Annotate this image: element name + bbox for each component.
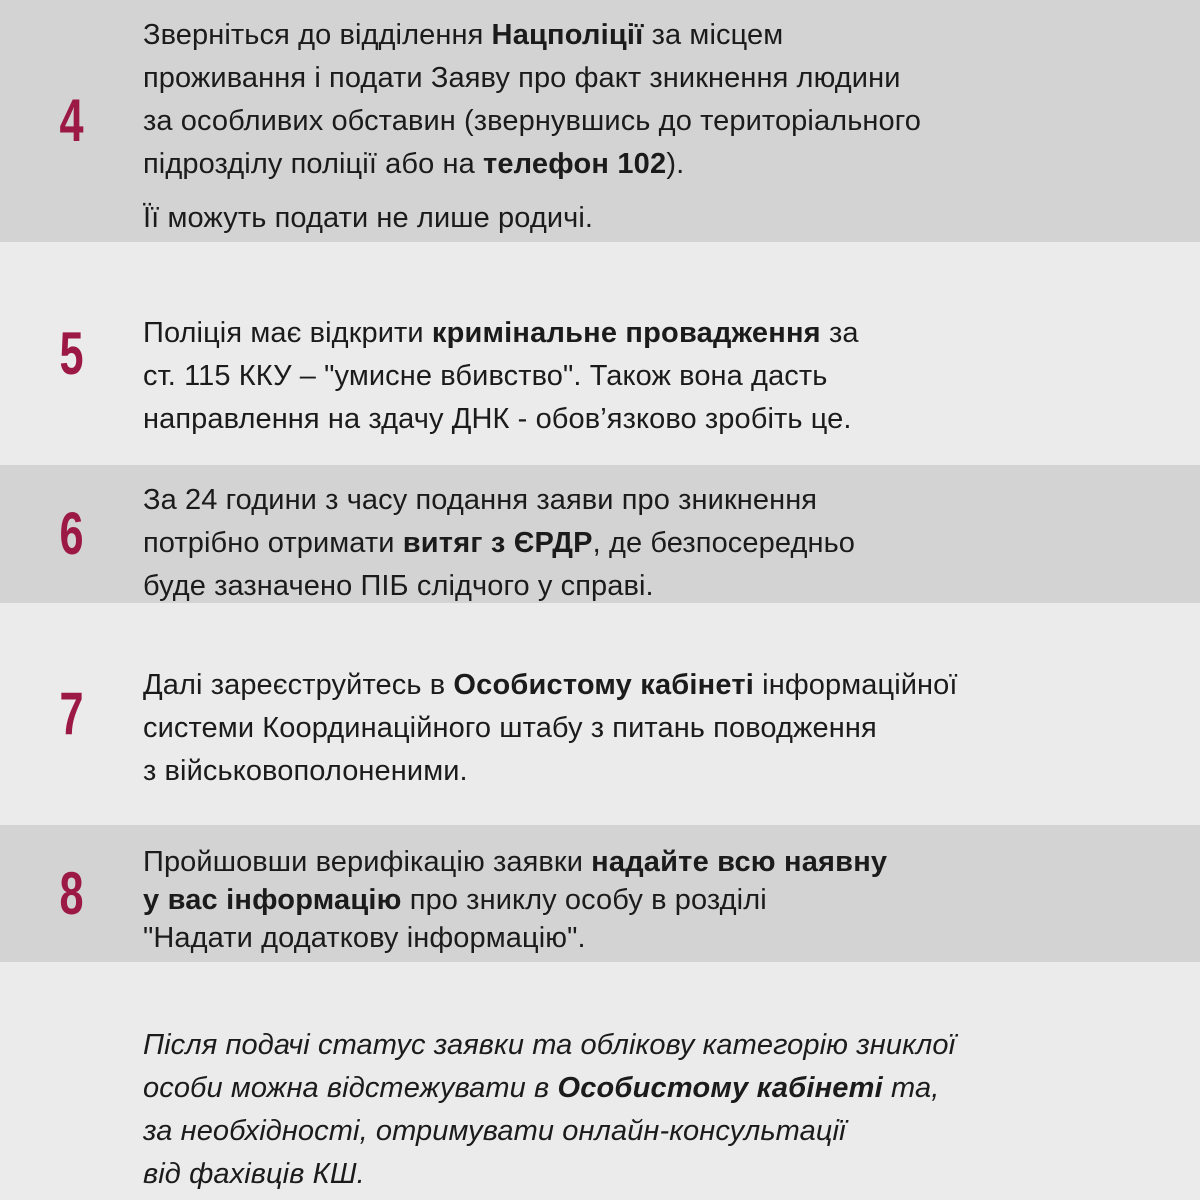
text-line: потрібно отримати витяг з ЄРДР, де безпосередньо — [143, 527, 856, 559]
step-7-number-column — [0, 603, 143, 825]
text-line: особи можна відстежувати в Особистому кабінеті та, — [143, 1072, 940, 1104]
text-line: буде зазначено ПІБ слідчого у справі. — [143, 570, 654, 602]
text-line: підрозділу поліції або на телефон 102). — [143, 148, 685, 180]
paragraph — [143, 664, 1170, 793]
paragraph — [143, 479, 1170, 608]
text-line: у вас інформацію про зниклу особу в розділі — [143, 884, 767, 916]
step-5-text — [143, 242, 1200, 465]
text-line: за особливих обставин (звернувшись до територіального — [143, 105, 922, 137]
text-line: Пройшовши верифікацію заявки надайте всю наявну — [143, 846, 888, 878]
text-line: системи Координаційного штабу з питань поводження — [143, 712, 877, 744]
step-number: 7 — [59, 680, 84, 747]
text-line: Поліція має відкрити кримінальне провадження за — [143, 317, 859, 349]
text-line: від фахівців КШ. — [143, 1158, 365, 1190]
text-line: "Надати додаткову інформацію". — [143, 922, 586, 954]
text-line: ст. 115 ККУ – "умисне вбивство". Також вона дасть — [143, 360, 828, 392]
step-4-number-column — [0, 0, 143, 242]
paragraph — [143, 1024, 1170, 1196]
step-8-text — [143, 825, 1200, 962]
step-number: 4 — [59, 87, 84, 154]
footer-note-text — [143, 962, 1200, 1200]
text-line: Після подачі статус заявки та облікову категорію зниклої — [143, 1029, 956, 1061]
text-line: За 24 години з часу подання заяви про зникнення — [143, 484, 818, 516]
step-4-section — [0, 0, 1200, 242]
step-5-number-column — [0, 242, 143, 465]
paragraph — [143, 843, 1170, 957]
text-line: направлення на здачу ДНК - обов’язково зробіть це. — [143, 403, 852, 435]
paragraph — [143, 312, 1170, 441]
text-line: за необхідності, отримувати онлайн-консультації — [143, 1115, 846, 1147]
paragraph — [143, 197, 1170, 240]
step-6-section — [0, 465, 1200, 603]
text-line: Зверніться до відділення Нацполіції за місцем — [143, 19, 784, 51]
footer-number-column — [0, 962, 143, 1200]
step-4-text — [143, 0, 1200, 242]
step-5-section — [0, 242, 1200, 465]
step-number: 6 — [59, 500, 84, 567]
step-8-number-column — [0, 825, 143, 962]
step-7-text — [143, 603, 1200, 825]
paragraph — [143, 14, 1170, 186]
text-line: Далі зареєструйтесь в Особистому кабінеті інформаційної — [143, 669, 958, 701]
step-8-section — [0, 825, 1200, 962]
text-line: з військовополоненими. — [143, 755, 468, 787]
text-line: Її можуть подати не лише родичі. — [143, 202, 594, 234]
step-number: 8 — [59, 859, 84, 927]
step-6-number-column — [0, 465, 143, 603]
step-6-text — [143, 465, 1200, 603]
step-7-section — [0, 603, 1200, 825]
step-number: 5 — [59, 319, 84, 387]
text-line: проживання і подати Заяву про факт зникнення людини — [143, 62, 901, 94]
footer-note-section — [0, 962, 1200, 1200]
